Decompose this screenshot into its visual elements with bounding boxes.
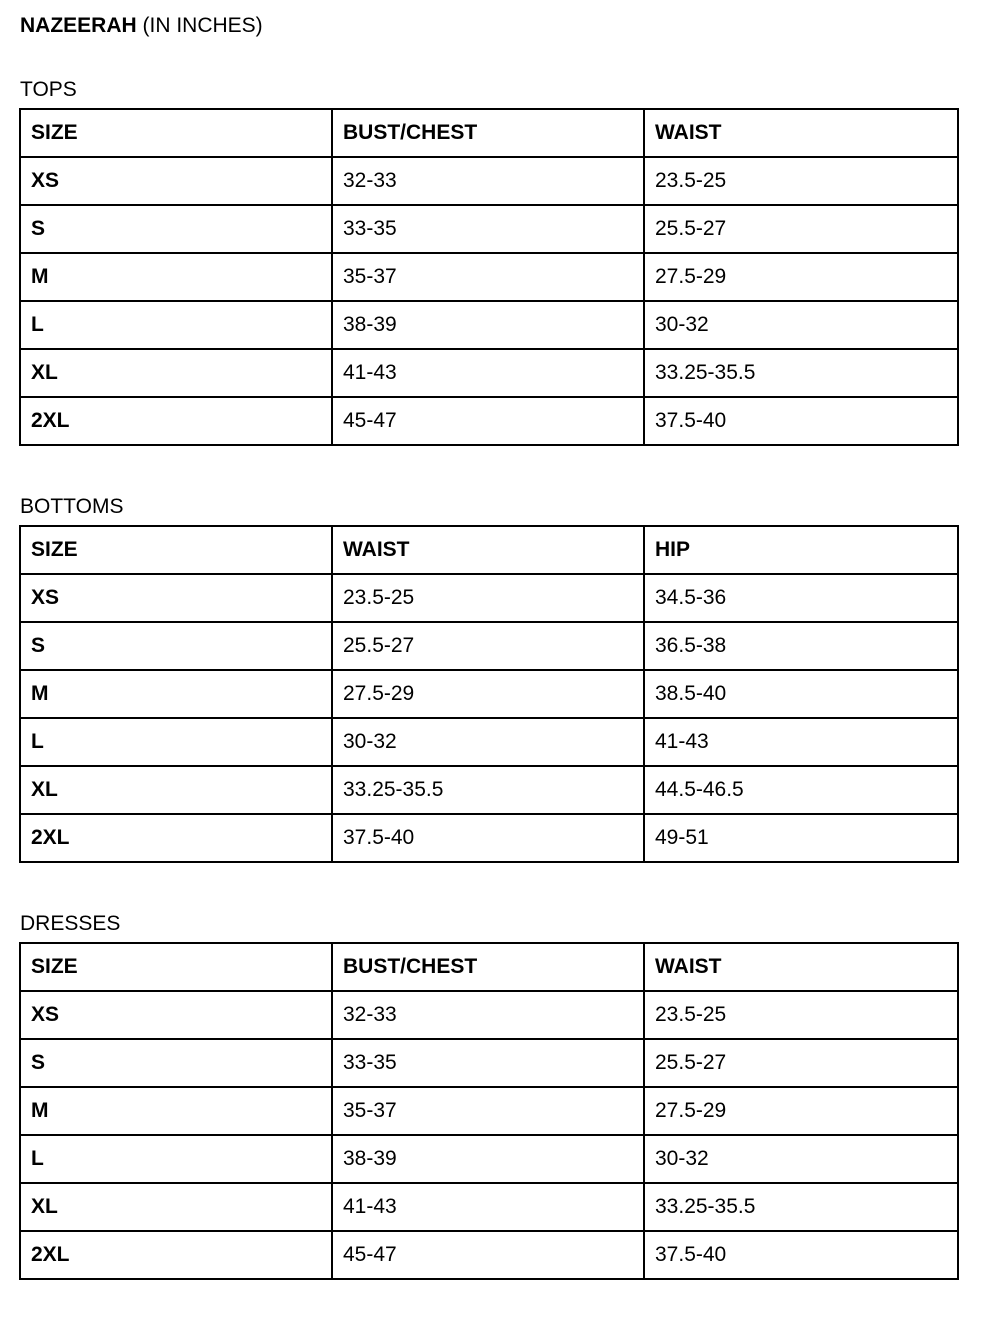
- table-row: [20, 157, 958, 205]
- tops-size-table: [19, 108, 959, 446]
- table-cell: 45-47: [332, 397, 644, 445]
- table-cell: 27.5-29: [644, 253, 958, 301]
- size-cell: XL: [20, 1183, 332, 1231]
- size-cell: S: [20, 1039, 332, 1087]
- column-header: HIP: [644, 526, 958, 574]
- column-header: SIZE: [20, 109, 332, 157]
- size-cell: XS: [20, 157, 332, 205]
- column-header: WAIST: [644, 109, 958, 157]
- column-header: SIZE: [20, 526, 332, 574]
- table-row: [20, 301, 958, 349]
- table-row: [20, 991, 958, 1039]
- table-cell: 27.5-29: [644, 1087, 958, 1135]
- size-cell: XS: [20, 991, 332, 1039]
- size-cell: L: [20, 718, 332, 766]
- column-header: BUST/CHEST: [332, 109, 644, 157]
- table-row: [20, 1039, 958, 1087]
- table-cell: 23.5-25: [644, 157, 958, 205]
- table-row: [20, 622, 958, 670]
- table-row: [20, 1135, 958, 1183]
- table-cell: 25.5-27: [332, 622, 644, 670]
- bottoms-size-table: [19, 525, 959, 863]
- table-cell: 30-32: [332, 718, 644, 766]
- size-cell: 2XL: [20, 397, 332, 445]
- table-cell: 38.5-40: [644, 670, 958, 718]
- column-header: BUST/CHEST: [332, 943, 644, 991]
- size-cell: M: [20, 1087, 332, 1135]
- table-header-row: [20, 526, 958, 574]
- table-cell: 30-32: [644, 1135, 958, 1183]
- table-row: [20, 1231, 958, 1279]
- table-cell: 49-51: [644, 814, 958, 862]
- unit-label: (IN INCHES): [136, 14, 263, 37]
- section-heading-dresses: DRESSES: [20, 912, 121, 935]
- dresses-size-table: [19, 942, 959, 1280]
- size-cell: 2XL: [20, 814, 332, 862]
- table-row: [20, 574, 958, 622]
- table-cell: 25.5-27: [644, 205, 958, 253]
- table-cell: 30-32: [644, 301, 958, 349]
- table-cell: 41-43: [332, 1183, 644, 1231]
- table-header-row: [20, 109, 958, 157]
- table-cell: 25.5-27: [644, 1039, 958, 1087]
- size-cell: M: [20, 253, 332, 301]
- table-cell: 38-39: [332, 301, 644, 349]
- table-cell: 36.5-38: [644, 622, 958, 670]
- table-cell: 33.25-35.5: [644, 349, 958, 397]
- table-row: [20, 718, 958, 766]
- size-cell: 2XL: [20, 1231, 332, 1279]
- table-cell: 37.5-40: [644, 1231, 958, 1279]
- table-row: [20, 766, 958, 814]
- table-cell: 32-33: [332, 157, 644, 205]
- section-heading-bottoms: BOTTOMS: [20, 495, 124, 518]
- section-heading-tops: TOPS: [20, 78, 77, 101]
- page-title: [20, 13, 263, 39]
- table-cell: 32-33: [332, 991, 644, 1039]
- table-cell: 33-35: [332, 205, 644, 253]
- table-row: [20, 397, 958, 445]
- table-cell: 23.5-25: [332, 574, 644, 622]
- table-row: [20, 670, 958, 718]
- table-cell: 33-35: [332, 1039, 644, 1087]
- size-cell: S: [20, 205, 332, 253]
- size-cell: XL: [20, 349, 332, 397]
- table-cell: 41-43: [332, 349, 644, 397]
- table-row: [20, 349, 958, 397]
- size-cell: XL: [20, 766, 332, 814]
- table-cell: 41-43: [644, 718, 958, 766]
- table-cell: 44.5-46.5: [644, 766, 958, 814]
- table-cell: 33.25-35.5: [644, 1183, 958, 1231]
- table-cell: 38-39: [332, 1135, 644, 1183]
- table-header-row: [20, 943, 958, 991]
- table-cell: 35-37: [332, 253, 644, 301]
- table-row: [20, 253, 958, 301]
- table-cell: 37.5-40: [332, 814, 644, 862]
- table-row: [20, 205, 958, 253]
- size-cell: M: [20, 670, 332, 718]
- brand-name: NAZEERAH: [20, 14, 137, 37]
- size-cell: S: [20, 622, 332, 670]
- size-cell: L: [20, 1135, 332, 1183]
- table-cell: 27.5-29: [332, 670, 644, 718]
- size-cell: XS: [20, 574, 332, 622]
- table-row: [20, 1087, 958, 1135]
- table-cell: 23.5-25: [644, 991, 958, 1039]
- table-cell: 34.5-36: [644, 574, 958, 622]
- table-cell: 33.25-35.5: [332, 766, 644, 814]
- column-header: SIZE: [20, 943, 332, 991]
- table-cell: 45-47: [332, 1231, 644, 1279]
- table-cell: 35-37: [332, 1087, 644, 1135]
- table-row: [20, 814, 958, 862]
- column-header: WAIST: [332, 526, 644, 574]
- table-row: [20, 1183, 958, 1231]
- size-cell: L: [20, 301, 332, 349]
- table-cell: 37.5-40: [644, 397, 958, 445]
- column-header: WAIST: [644, 943, 958, 991]
